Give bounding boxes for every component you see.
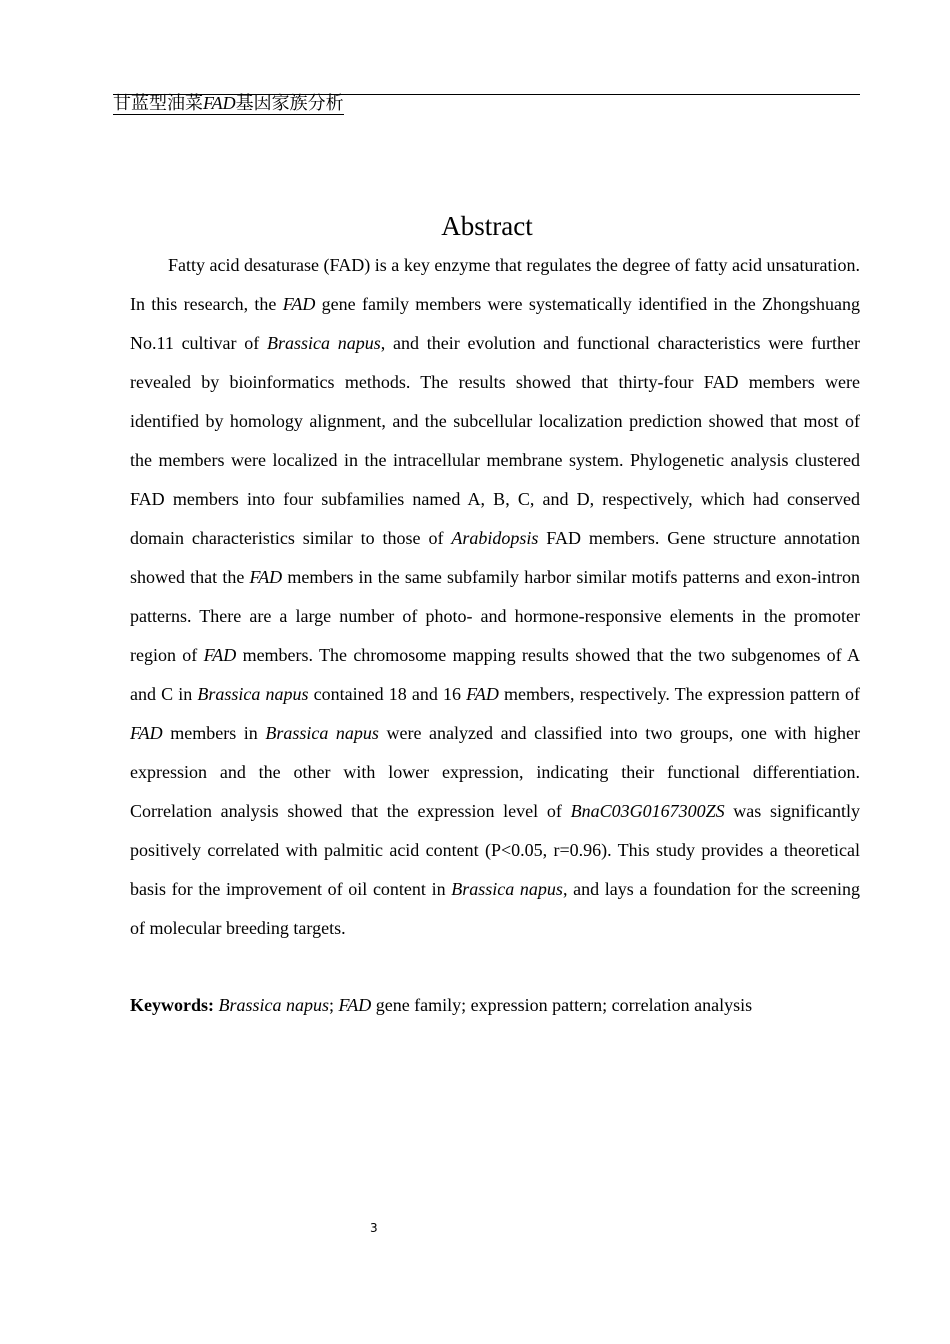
abstract-text-segment: gene family members were systematically identified in the Zhongshuang No.11 cultivar of (130, 294, 860, 353)
keywords-line (130, 991, 860, 1019)
abstract-text-segment: Brassica napus (265, 723, 379, 743)
abstract-text-segment: Brassica napus (267, 333, 381, 353)
abstract-text-segment: FAD (203, 645, 237, 665)
abstract-text-segment: members in (162, 723, 266, 743)
abstract-text-segment: members. The chromosome mapping results showed that the two subgenomes of A and C in (130, 645, 860, 704)
abstract-text-segment: Fatty acid desaturase (FAD) is a key enzyme that regulates the degree of fatty acid unsaturation. In this research, the (130, 255, 860, 314)
abstract-text-segment: FAD (249, 567, 283, 587)
abstract-text-segment: members in the same subfamily harbor similar motifs patterns and exon-intron patterns. There are a large number of photo- and hormone-responsive elements in the promoter region of (130, 567, 860, 665)
abstract-text-segment: members, respectively. The expression pattern of (498, 684, 860, 704)
abstract-text-segment: Brassica napus (197, 684, 309, 704)
abstract-text-segment: was significantly positively correlated with palmitic acid content (P<0.05, r=0.96). This study provides a theoretical basis for the improvement of oil content in (130, 801, 860, 899)
abstract-text-segment: , and lays a foundation for the screening of molecular breeding targets. (130, 879, 860, 938)
keywords-text-segment: Brassica napus (218, 995, 330, 1015)
abstract-text-segment: FAD (130, 723, 163, 743)
abstract-text-segment: contained 18 and 16 (308, 684, 467, 704)
abstract-text-segment: Brassica napus (451, 879, 563, 899)
abstract-text-segment: FAD (466, 684, 499, 704)
abstract-text-segment: FAD (282, 294, 316, 314)
abstract-text-segment: were analyzed and classified into two groups, one with higher expression and the other with lower expression, indicating their functional differentiation. Correlation analysis showed that the expression level of (130, 723, 860, 821)
abstract-text-segment: BnaC03G0167300ZS (570, 801, 725, 821)
running-head-part1: 甘蓝型油菜 (113, 93, 203, 113)
abstract-text-segment: Arabidopsis (451, 528, 539, 548)
abstract-text-segment: FAD members. Gene structure annotation showed that the (130, 528, 860, 587)
abstract-text-segment: , and their evolution and functional characteristics were further revealed by bioinformatics methods. The results showed that thirty-four FAD members were identified by homology alignment, and the subcellular localization prediction showed that most of the members were localized in the intracellular membrane system. Phylogenetic analysis clustered FAD members into four subfamilies named A, B, C, and D, respectively, which had conserved domain characteristics similar to those of (130, 333, 860, 548)
running-head-italic: FAD (203, 93, 236, 113)
keywords-label: Keywords: (130, 995, 214, 1015)
running-head (113, 92, 344, 115)
keywords-text-segment: ; (329, 995, 339, 1015)
keywords-text-segment: gene family; expression pattern; correlation analysis (371, 995, 753, 1015)
abstract-title: Abstract (441, 211, 533, 241)
page-number: 3 (370, 1221, 378, 1235)
abstract-body (130, 246, 860, 948)
running-head-part2: 基因家族分析 (235, 93, 344, 113)
keywords-text-segment: FAD (338, 995, 372, 1015)
